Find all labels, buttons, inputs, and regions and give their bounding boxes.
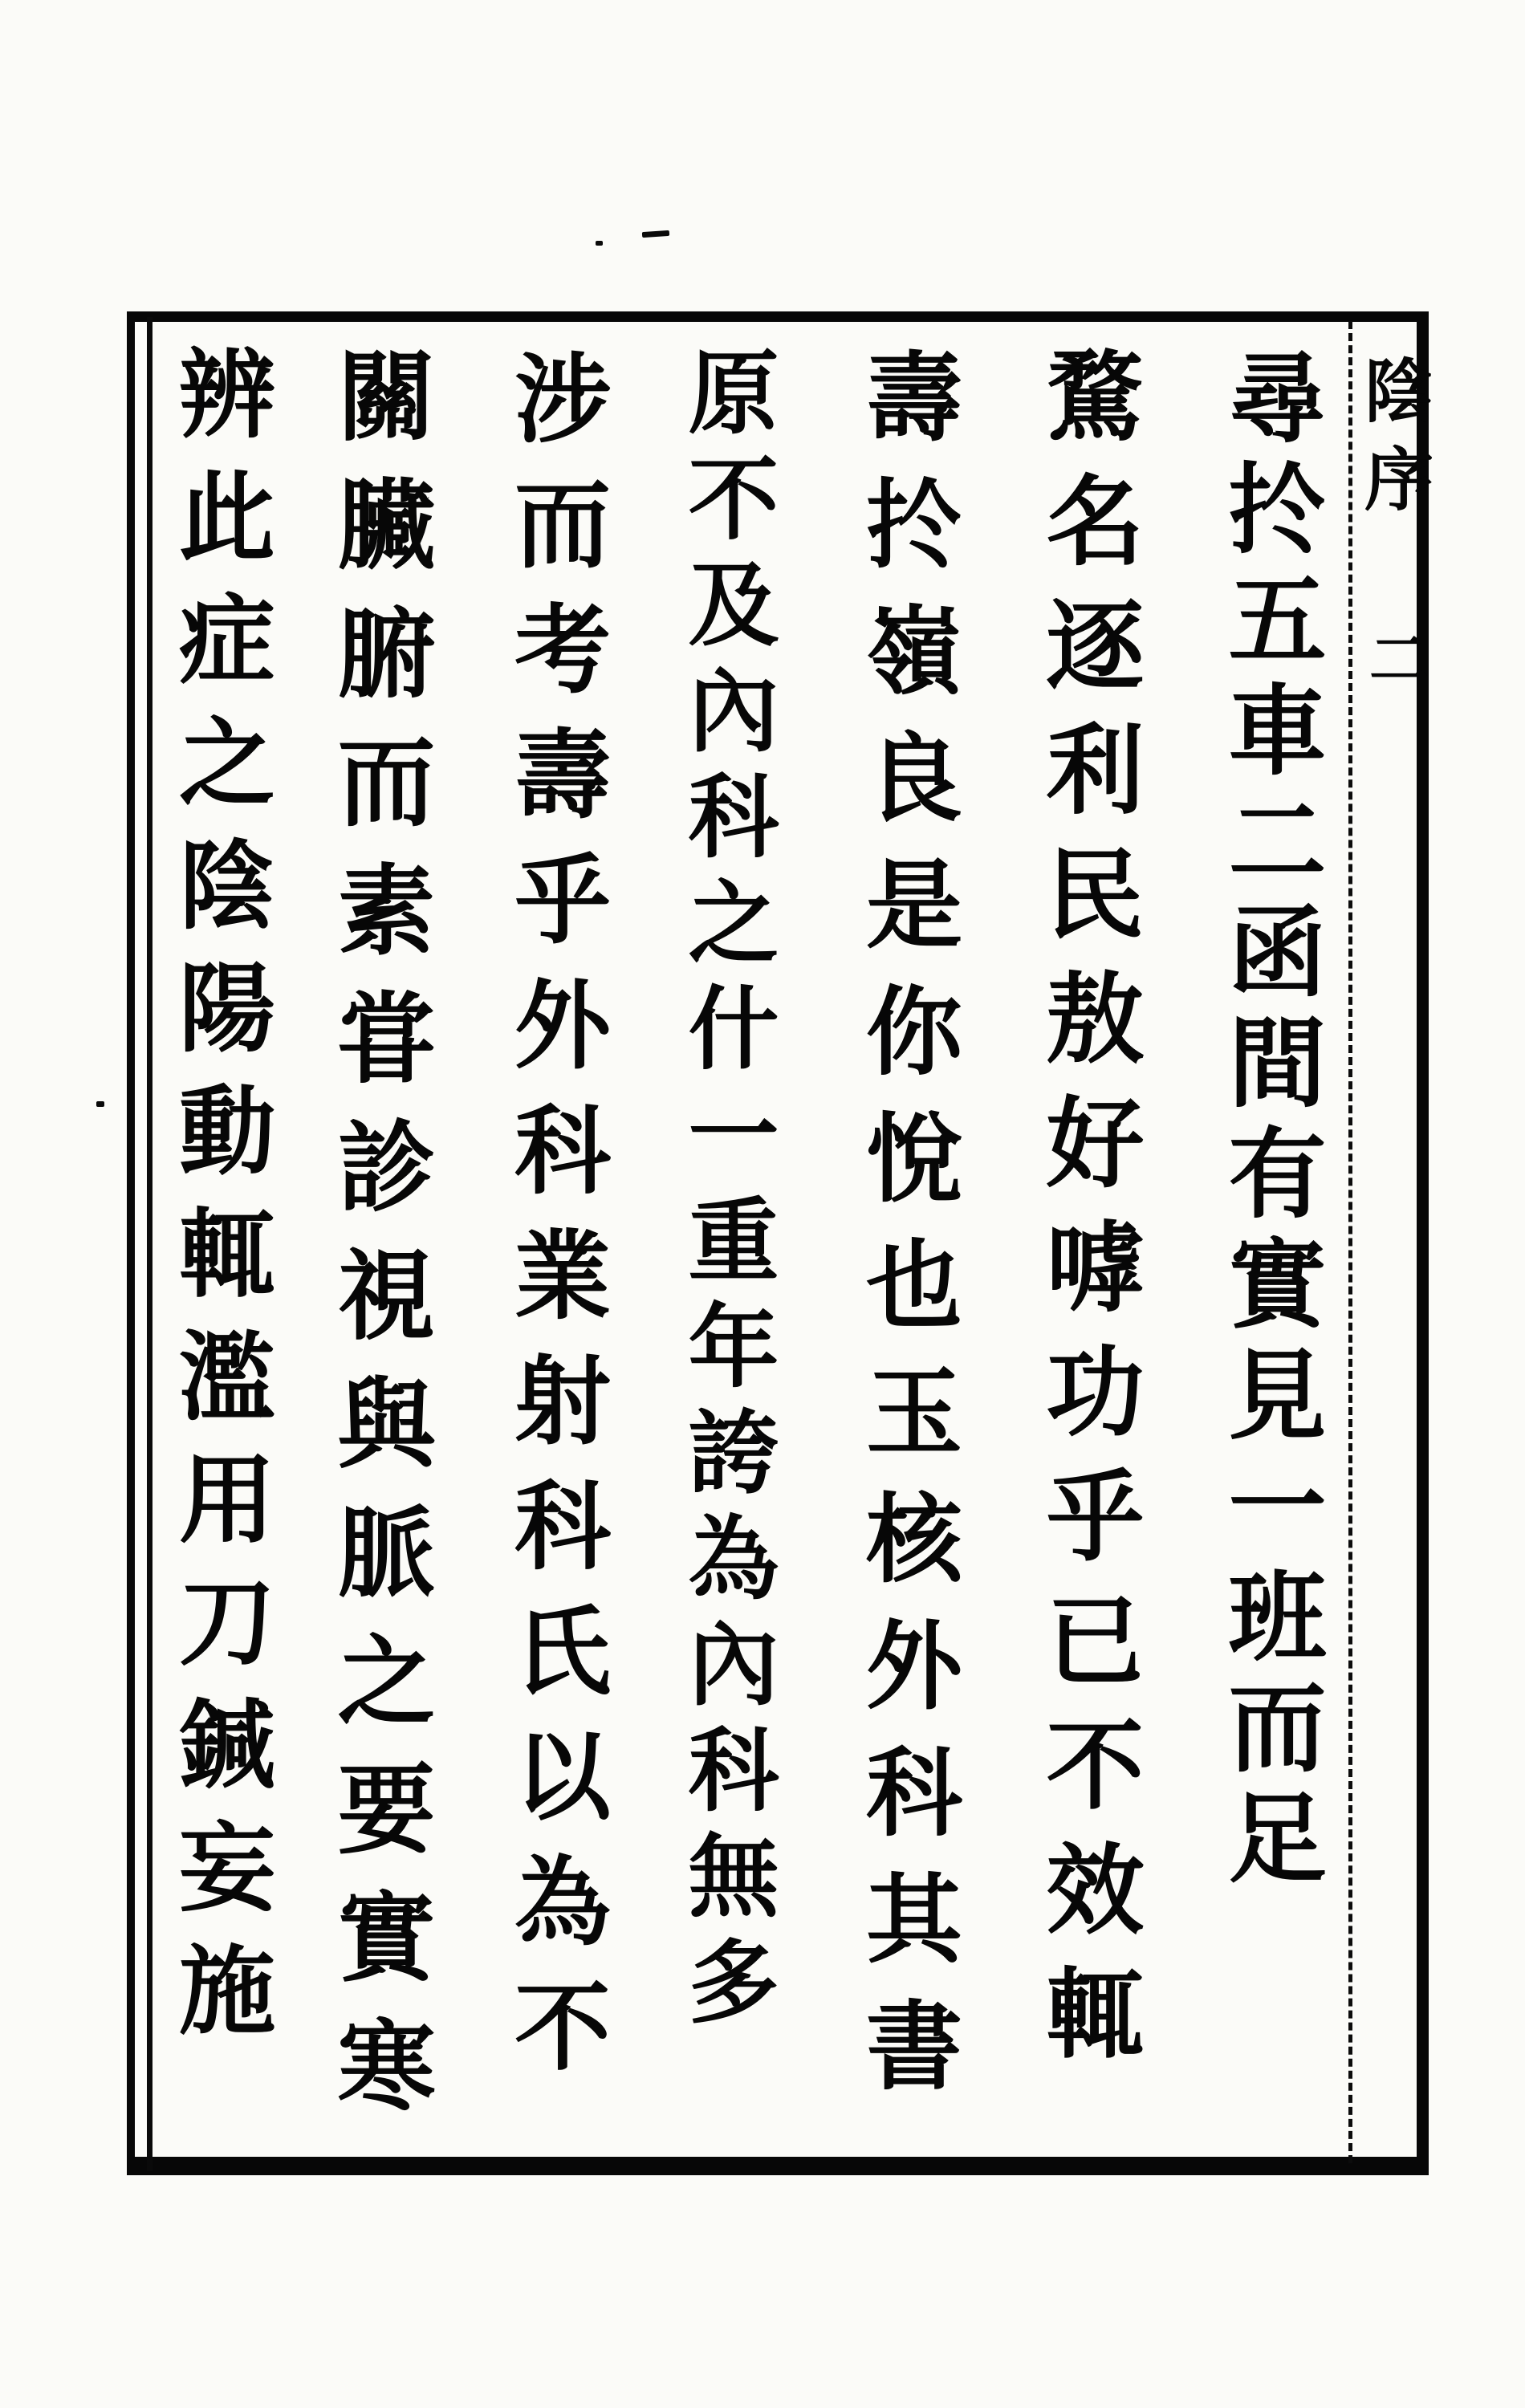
text-column-1: 尋扵五車二函間有實見一班而足 [1212,347,1326,1898]
text-column-5: 涉而考壽乎外科業射科氏以為不 [498,348,610,2101]
margin-folio-number: 二 [1360,628,1429,687]
text-column-3: 壽扵嶺良是你悅也玉核外科其書 [850,347,962,2122]
text-column-2: 騖名逐利民敖好嘑功乎已不效輒 [1030,345,1144,2087]
text-column-6: 關臟腑而素甞診視與脈之要實寒 [321,345,435,2143]
ink-speck [596,241,603,246]
margin-title-label: 陰序 [1352,355,1433,531]
ink-speck [96,1101,104,1107]
text-column-7: 辨此症之陰陽動輒濫用刀鍼妄施 [163,344,274,2063]
page-border-left-inner-line [147,317,152,2171]
title-strip-divider-line [1348,321,1352,2163]
text-column-4: 原不及內科之什一重年誇為內科無多 [673,345,779,2040]
ink-speck [642,230,669,238]
